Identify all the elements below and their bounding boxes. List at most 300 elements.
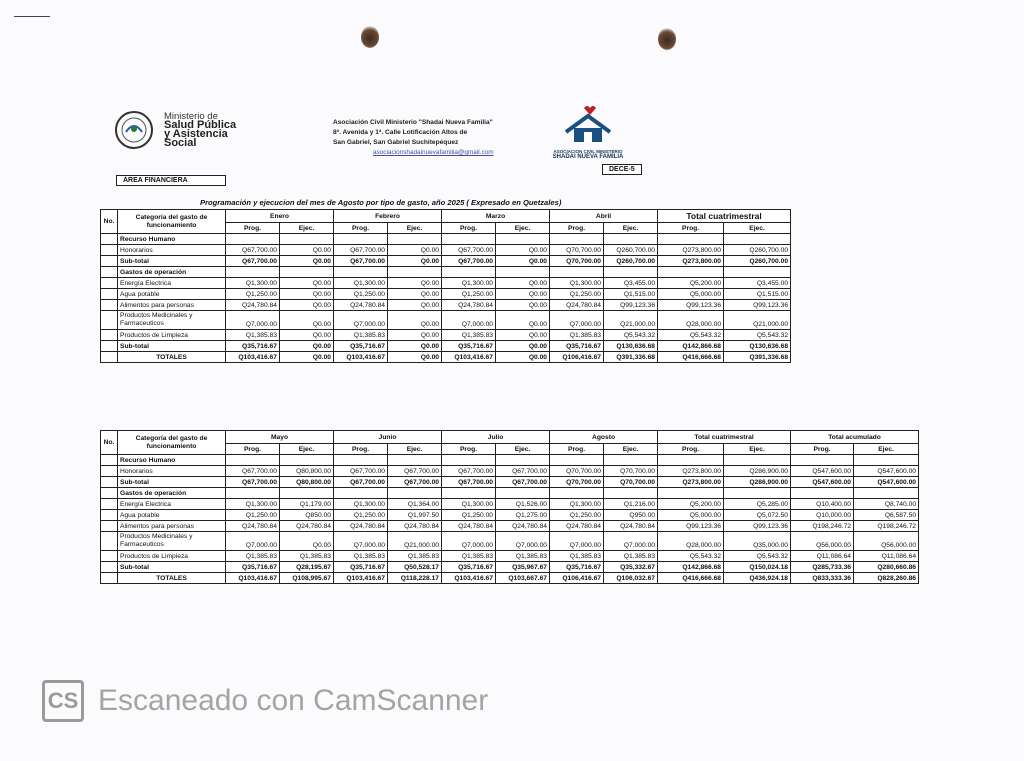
value-cell: Q67,700.00 [226, 466, 280, 477]
value-cell: Q80,800.00 [280, 477, 334, 488]
prog-header: Prog. [550, 223, 604, 234]
value-cell: Q0.00 [496, 330, 550, 341]
value-cell: Q1,385.83 [550, 330, 604, 341]
value-cell: Q1,250.00 [442, 289, 496, 300]
value-cell: Q828,260.86 [854, 573, 919, 584]
value-cell: Q103,667.67 [496, 573, 550, 584]
value-cell: Q11,086.64 [854, 551, 919, 562]
row-label: Productos Medicinales y Farmaceuticos [118, 532, 226, 551]
value-cell: Q70,700.00 [550, 245, 604, 256]
col-no: No. [101, 210, 118, 234]
table-row [101, 330, 791, 341]
value-cell: Q833,333.36 [791, 573, 854, 584]
prog-header: Prog. [226, 223, 280, 234]
value-cell: Q0.00 [388, 300, 442, 311]
value-cell: Q3,455.00 [604, 278, 658, 289]
prog-header: Prog. [334, 444, 388, 455]
value-cell: Q24,780.84 [388, 521, 442, 532]
value-cell: Q5,285.00 [724, 499, 791, 510]
value-cell: Q273,800.00 [658, 256, 724, 267]
guatemala-seal-icon [112, 110, 156, 150]
org-name: Asociación Civil Ministerio "Shadai Nueva Familia" [333, 119, 493, 126]
value-cell: Q0.00 [280, 245, 334, 256]
value-cell: Q35,716.67 [442, 341, 496, 352]
value-cell: Q7,000.00 [334, 311, 388, 330]
month-header: Total cuatrimestral [658, 431, 791, 444]
report-title: Programación y ejecucion del mes de Agosto por tipo de gasto, año 2025 ( Expresado en Quetzales) [200, 198, 562, 207]
value-cell: Q24,780.84 [550, 300, 604, 311]
value-cell: Q67,700.00 [334, 245, 388, 256]
section-label: Gastos de operación [118, 267, 226, 278]
value-cell: Q5,000.00 [658, 289, 724, 300]
value-cell: Q35,716.67 [442, 562, 496, 573]
logo-text-2: SHADAI NUEVA FAMILIA [552, 154, 624, 160]
value-cell: Q70,700.00 [550, 256, 604, 267]
value-cell: Q0.00 [280, 300, 334, 311]
ejec-header: Ejec. [388, 223, 442, 234]
value-cell: Q99,123.36 [658, 521, 724, 532]
row-label: TOTALES [118, 573, 226, 584]
value-cell: Q0.00 [496, 300, 550, 311]
prog-header: Prog. [442, 223, 496, 234]
value-cell: Q5,200.00 [658, 278, 724, 289]
value-cell: Q1,300.00 [550, 278, 604, 289]
value-cell: Q80,800.00 [280, 466, 334, 477]
value-cell: Q198,246.72 [791, 521, 854, 532]
ministry-line2: Salud Pública [164, 119, 237, 131]
value-cell: Q416,666.68 [658, 573, 724, 584]
logo-text-1: ASOCIACION CIVIL MINISTERIO [553, 149, 623, 154]
value-cell: Q5,543.32 [604, 330, 658, 341]
ejec-header: Ejec. [388, 444, 442, 455]
value-cell: Q0.00 [496, 341, 550, 352]
value-cell: Q1,300.00 [334, 499, 388, 510]
ejec-header: Ejec. [280, 223, 334, 234]
value-cell: Q35,716.67 [226, 341, 280, 352]
value-cell: Q99,123.36 [724, 300, 791, 311]
value-cell: Q24,780.84 [226, 300, 280, 311]
value-cell: Q0.00 [496, 352, 550, 363]
value-cell: Q1,364.00 [388, 499, 442, 510]
value-cell: Q67,700.00 [226, 256, 280, 267]
totals-row [101, 573, 919, 584]
value-cell: Q0.00 [280, 256, 334, 267]
value-cell: Q35,332.67 [604, 562, 658, 573]
value-cell: Q273,800.00 [658, 477, 724, 488]
value-cell: Q1,300.00 [442, 499, 496, 510]
value-cell: Q0.00 [496, 256, 550, 267]
section-row [101, 488, 919, 499]
section-label: Gastos de operación [118, 488, 226, 499]
org-address-2: San Gabriel, San Gabriel Suchitepéquez [333, 139, 459, 146]
value-cell: Q850.00 [280, 510, 334, 521]
value-cell: Q67,700.00 [334, 477, 388, 488]
value-cell: Q1,385.83 [604, 551, 658, 562]
value-cell: Q0.00 [280, 289, 334, 300]
prog-header: Prog. [334, 223, 388, 234]
value-cell: Q0.00 [388, 245, 442, 256]
table-row [101, 562, 919, 573]
table-row [101, 341, 791, 352]
value-cell: Q1,385.83 [334, 330, 388, 341]
value-cell: Q0.00 [388, 256, 442, 267]
value-cell: Q24,780.84 [550, 521, 604, 532]
value-cell: Q547,600.00 [791, 466, 854, 477]
value-cell: Q67,700.00 [226, 245, 280, 256]
value-cell: Q5,200.00 [658, 499, 724, 510]
value-cell: Q35,000.00 [724, 532, 791, 551]
prog-header: Prog. [658, 444, 724, 455]
value-cell: Q416,666.68 [658, 352, 724, 363]
ministry-line3: y Asistencia [164, 128, 228, 140]
row-label: Sub-total [118, 562, 226, 573]
value-cell: Q1,250.00 [334, 510, 388, 521]
row-label: Productos Medicinales y Farmaceuticos [118, 311, 226, 330]
value-cell: Q1,250.00 [442, 510, 496, 521]
table-row [101, 256, 791, 267]
value-cell: Q106,032.67 [604, 573, 658, 584]
value-cell: Q0.00 [280, 341, 334, 352]
value-cell: Q70,700.00 [550, 477, 604, 488]
value-cell: Q106,416.67 [550, 352, 604, 363]
value-cell: Q273,800.00 [658, 245, 724, 256]
value-cell: Q0.00 [388, 330, 442, 341]
value-cell: Q547,600.00 [854, 477, 919, 488]
value-cell: Q24,780.84 [334, 521, 388, 532]
camscanner-text: Escaneado con CamScanner [98, 684, 489, 717]
value-cell: Q0.00 [280, 311, 334, 330]
table-row [101, 278, 791, 289]
value-cell: Q547,600.00 [854, 466, 919, 477]
value-cell: Q280,660.86 [854, 562, 919, 573]
value-cell: Q142,866.68 [658, 341, 724, 352]
value-cell: Q7,000.00 [550, 532, 604, 551]
value-cell: Q21,000.00 [724, 311, 791, 330]
col-no: No. [101, 431, 118, 455]
ejec-header: Ejec. [496, 223, 550, 234]
value-cell: Q150,024.18 [724, 562, 791, 573]
value-cell: Q99,123.36 [658, 300, 724, 311]
value-cell: Q10,400.00 [791, 499, 854, 510]
value-cell: Q1,385.83 [226, 551, 280, 562]
value-cell: Q1,250.00 [334, 289, 388, 300]
ministry-line4: Social [164, 137, 197, 149]
value-cell: Q21,000.00 [604, 311, 658, 330]
value-cell: Q1,385.83 [550, 551, 604, 562]
value-cell: Q24,780.84 [496, 521, 550, 532]
value-cell: Q103,416.67 [226, 573, 280, 584]
value-cell: Q70,700.00 [604, 477, 658, 488]
value-cell: Q391,336.68 [604, 352, 658, 363]
section-row [101, 234, 791, 245]
scan-edge-mark [14, 16, 50, 17]
row-label: Sub-total [118, 341, 226, 352]
value-cell: Q0.00 [388, 341, 442, 352]
row-label: Energía Electrica [118, 278, 226, 289]
table-row [101, 477, 919, 488]
value-cell: Q8,740.00 [854, 499, 919, 510]
table-header-row [101, 431, 919, 444]
totals-row [101, 352, 791, 363]
table-row [101, 311, 791, 330]
value-cell: Q0.00 [496, 278, 550, 289]
ejec-header: Ejec. [496, 444, 550, 455]
table-jan-apr [100, 209, 791, 363]
value-cell: Q67,700.00 [388, 477, 442, 488]
value-cell: Q1,300.00 [226, 278, 280, 289]
row-label: Energía Electrica [118, 499, 226, 510]
value-cell: Q1,997.50 [388, 510, 442, 521]
month-header: Enero [226, 210, 334, 223]
value-cell: Q130,636.68 [724, 341, 791, 352]
table-row [101, 532, 919, 551]
table-row [101, 510, 919, 521]
punch-hole-right [658, 28, 676, 50]
ministry-name [164, 112, 236, 148]
value-cell: Q0.00 [280, 532, 334, 551]
value-cell: Q35,716.67 [550, 562, 604, 573]
value-cell: Q1,385.83 [496, 551, 550, 562]
value-cell: Q7,000.00 [442, 532, 496, 551]
value-cell: Q103,416.67 [334, 573, 388, 584]
table-may-aug [100, 430, 919, 584]
row-label: Agua potable [118, 289, 226, 300]
value-cell: Q67,700.00 [442, 466, 496, 477]
shadai-logo [546, 104, 630, 158]
org-email-link[interactable]: asociacionshadainuevafamilia@gmail.com [373, 149, 494, 156]
value-cell: Q7,000.00 [442, 311, 496, 330]
section-row [101, 455, 919, 466]
value-cell: Q1,385.83 [388, 551, 442, 562]
value-cell: Q7,000.00 [334, 532, 388, 551]
value-cell: Q103,416.67 [334, 352, 388, 363]
value-cell: Q24,780.84 [442, 300, 496, 311]
value-cell: Q24,780.84 [280, 521, 334, 532]
section-label: Recurso Humano [118, 234, 226, 245]
table-row [101, 551, 919, 562]
table-row [101, 499, 919, 510]
org-address-1: 8ª. Avenida y 1ª. Calle Lotificación Altos de [333, 129, 468, 136]
camscanner-logo-icon: CS [42, 680, 84, 722]
value-cell: Q103,416.67 [442, 352, 496, 363]
value-cell: Q1,250.00 [550, 289, 604, 300]
value-cell: Q70,700.00 [604, 466, 658, 477]
value-cell: Q24,780.84 [226, 521, 280, 532]
value-cell: Q130,636.68 [604, 341, 658, 352]
month-header: Total cuatrimestral [658, 210, 791, 223]
value-cell: Q285,733.36 [791, 562, 854, 573]
prog-header: Prog. [550, 444, 604, 455]
ejec-header: Ejec. [854, 444, 919, 455]
col-category: Categoría del gasto de funcionamiento [118, 210, 226, 234]
table-row [101, 466, 919, 477]
value-cell: Q67,700.00 [388, 466, 442, 477]
document-code: DECE-5 [602, 164, 642, 175]
table-row [101, 300, 791, 311]
value-cell: Q1,385.83 [442, 551, 496, 562]
ejec-header: Ejec. [604, 223, 658, 234]
value-cell: Q950.00 [604, 510, 658, 521]
value-cell: Q28,195.67 [280, 562, 334, 573]
value-cell: Q1,250.00 [226, 289, 280, 300]
value-cell: Q1,300.00 [550, 499, 604, 510]
row-label: TOTALES [118, 352, 226, 363]
section-row [101, 267, 791, 278]
punch-hole-left [361, 26, 379, 48]
value-cell: Q0.00 [496, 289, 550, 300]
camscanner-watermark [42, 680, 488, 722]
value-cell: Q1,300.00 [334, 278, 388, 289]
value-cell: Q0.00 [496, 311, 550, 330]
prog-header: Prog. [658, 223, 724, 234]
month-header: Febrero [334, 210, 442, 223]
value-cell: Q1,385.83 [226, 330, 280, 341]
value-cell: Q67,700.00 [496, 466, 550, 477]
value-cell: Q1,216.00 [604, 499, 658, 510]
value-cell: Q67,700.00 [334, 256, 388, 267]
month-header: Mayo [226, 431, 334, 444]
area-label: ÁREA FINANCIERA [116, 175, 226, 186]
month-header: Julio [442, 431, 550, 444]
ministry-logo [112, 110, 280, 150]
value-cell: Q0.00 [388, 311, 442, 330]
value-cell: Q1,526.00 [496, 499, 550, 510]
month-header: Total acumulado [791, 431, 919, 444]
value-cell: Q24,780.84 [442, 521, 496, 532]
value-cell: Q67,700.00 [442, 256, 496, 267]
value-cell: Q67,700.00 [226, 477, 280, 488]
value-cell: Q1,385.83 [334, 551, 388, 562]
row-label: Alimentos para personas [118, 300, 226, 311]
value-cell: Q56,000.00 [854, 532, 919, 551]
value-cell: Q0.00 [280, 352, 334, 363]
value-cell: Q35,716.67 [226, 562, 280, 573]
value-cell: Q273,800.00 [658, 466, 724, 477]
value-cell: Q1,250.00 [550, 510, 604, 521]
value-cell: Q35,716.67 [550, 341, 604, 352]
value-cell: Q7,000.00 [226, 532, 280, 551]
value-cell: Q108,995.67 [280, 573, 334, 584]
row-label: Sub-total [118, 477, 226, 488]
ejec-header: Ejec. [280, 444, 334, 455]
value-cell: Q6,587.50 [854, 510, 919, 521]
value-cell: Q28,000.00 [658, 311, 724, 330]
value-cell: Q7,000.00 [496, 532, 550, 551]
value-cell: Q35,716.67 [334, 562, 388, 573]
value-cell: Q5,072.50 [724, 510, 791, 521]
value-cell: Q7,000.00 [550, 311, 604, 330]
month-header: Junio [334, 431, 442, 444]
ejec-header: Ejec. [724, 223, 791, 234]
table-header-row [101, 210, 791, 223]
organization-info [333, 118, 494, 158]
value-cell: Q0.00 [280, 330, 334, 341]
month-header: Marzo [442, 210, 550, 223]
value-cell: Q118,228.17 [388, 573, 442, 584]
value-cell: Q67,700.00 [334, 466, 388, 477]
value-cell: Q1,385.83 [442, 330, 496, 341]
value-cell: Q24,780.84 [334, 300, 388, 311]
table-row [101, 521, 919, 532]
value-cell: Q1,275.00 [496, 510, 550, 521]
value-cell: Q35,716.67 [334, 341, 388, 352]
value-cell: Q260,700.00 [724, 245, 791, 256]
value-cell: Q35,967.67 [496, 562, 550, 573]
value-cell: Q21,000.00 [388, 532, 442, 551]
value-cell: Q103,416.67 [226, 352, 280, 363]
value-cell: Q24,780.84 [604, 521, 658, 532]
value-cell: Q1,250.00 [226, 510, 280, 521]
value-cell: Q260,700.00 [604, 256, 658, 267]
prog-header: Prog. [442, 444, 496, 455]
row-label: Sub-total [118, 256, 226, 267]
value-cell: Q391,336.68 [724, 352, 791, 363]
value-cell: Q1,300.00 [442, 278, 496, 289]
value-cell: Q99,123.36 [604, 300, 658, 311]
value-cell: Q50,528.17 [388, 562, 442, 573]
value-cell: Q547,600.00 [791, 477, 854, 488]
section-label: Recurso Humano [118, 455, 226, 466]
value-cell: Q5,543.32 [658, 551, 724, 562]
value-cell: Q67,700.00 [442, 477, 496, 488]
value-cell: Q198,246.72 [854, 521, 919, 532]
value-cell: Q1,300.00 [226, 499, 280, 510]
table-row [101, 245, 791, 256]
value-cell: Q99,123.36 [724, 521, 791, 532]
row-label: Honorarios [118, 466, 226, 477]
value-cell: Q5,000.00 [658, 510, 724, 521]
value-cell: Q436,924.18 [724, 573, 791, 584]
row-label: Honorarios [118, 245, 226, 256]
value-cell: Q1,515.00 [724, 289, 791, 300]
ejec-header: Ejec. [724, 444, 791, 455]
value-cell: Q0.00 [388, 352, 442, 363]
row-label: Productos de Limpieza [118, 551, 226, 562]
value-cell: Q70,700.00 [550, 466, 604, 477]
month-header: Abril [550, 210, 658, 223]
value-cell: Q5,543.32 [724, 330, 791, 341]
value-cell: Q0.00 [496, 245, 550, 256]
row-label: Agua potable [118, 510, 226, 521]
table-row [101, 289, 791, 300]
value-cell: Q1,385.83 [280, 551, 334, 562]
row-label: Alimentos para personas [118, 521, 226, 532]
value-cell: Q3,455.00 [724, 278, 791, 289]
value-cell: Q56,000.00 [791, 532, 854, 551]
value-cell: Q7,000.00 [604, 532, 658, 551]
month-header: Agosto [550, 431, 658, 444]
house-family-icon [546, 104, 630, 144]
value-cell: Q0.00 [388, 278, 442, 289]
value-cell: Q67,700.00 [496, 477, 550, 488]
ejec-header: Ejec. [604, 444, 658, 455]
value-cell: Q1,515.00 [604, 289, 658, 300]
value-cell: Q28,000.00 [658, 532, 724, 551]
value-cell: Q10,000.00 [791, 510, 854, 521]
value-cell: Q0.00 [388, 289, 442, 300]
value-cell: Q67,700.00 [442, 245, 496, 256]
value-cell: Q5,543.32 [724, 551, 791, 562]
value-cell: Q286,900.00 [724, 466, 791, 477]
value-cell: Q5,543.32 [658, 330, 724, 341]
value-cell: Q286,900.00 [724, 477, 791, 488]
value-cell: Q260,700.00 [604, 245, 658, 256]
value-cell: Q11,086.64 [791, 551, 854, 562]
value-cell: Q260,700.00 [724, 256, 791, 267]
value-cell: Q1,179.00 [280, 499, 334, 510]
row-label: Productos de Limpieza [118, 330, 226, 341]
value-cell: Q103,416.67 [442, 573, 496, 584]
